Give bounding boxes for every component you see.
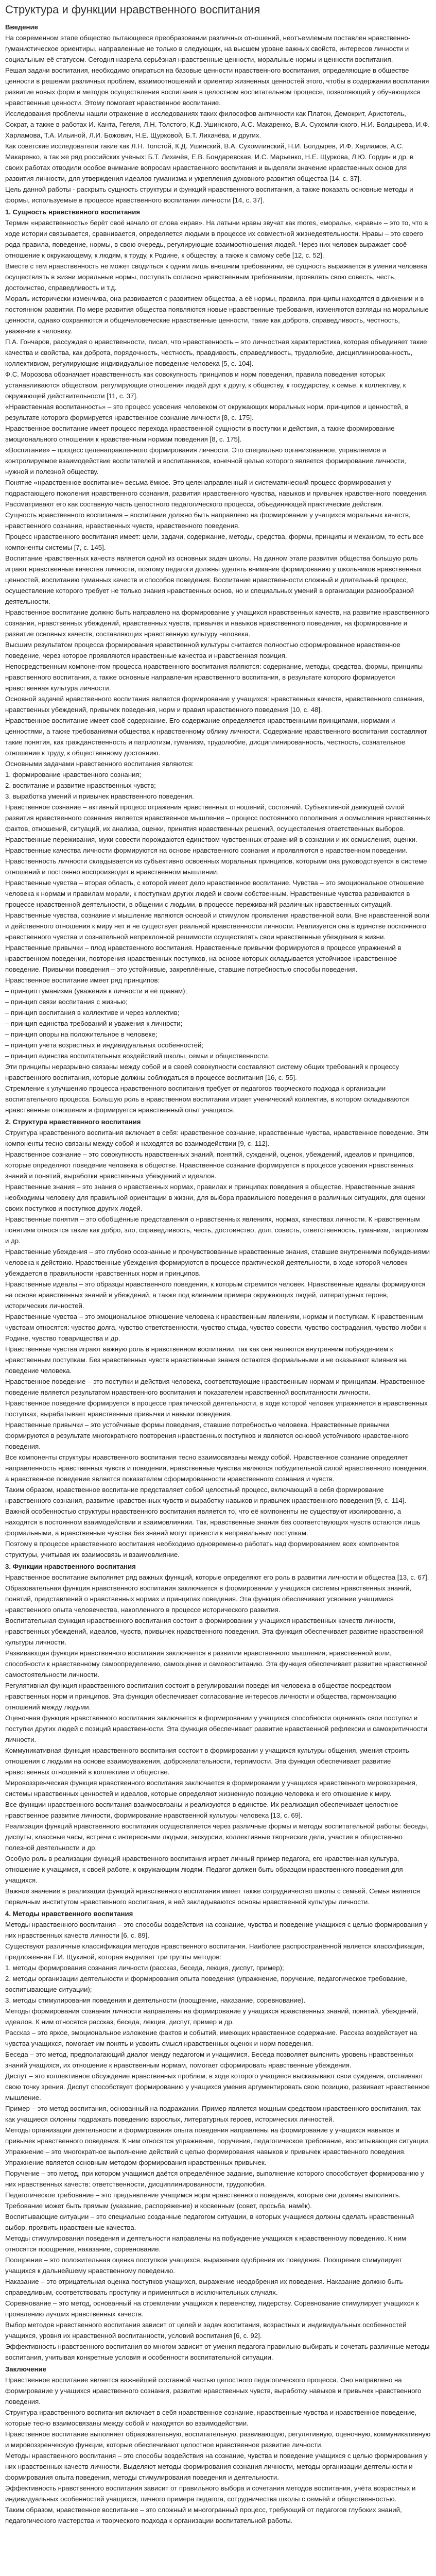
paragraph: Стремление к улучшению процесса нравственного воспитания требует от педагогов творческого подхода к организации воспитательного процесса. Большую роль в нравственном воспитании играет ученический коллектив, в котором складываются нравственные отношения и формируется нравственный опыт учащихся. (5, 1084, 409, 1114)
paragraph: Нравственные привычки – это устойчивые формы поведения, ставшие потребностью человека. Нравственные привычки формируются в результате многократного повторения нравственных поступков и являются основой устойчивого нравственного поведения. (5, 1421, 409, 1450)
paragraph: Рассказ – это яркое, эмоциональное изложение фактов и событий, имеющих нравственное содержание. Рассказ воздействует на чувства учащихся, помогает им понять и усвоить смысл нравственных оценок и норм поведения. (5, 2029, 417, 2047)
paragraph: Нравственные чувства играют важную роль в нравственном воспитании, так как они являются внутренним побуждением к нравственным поступкам. Без нравственных чувств нравственные знания остаются формальными и не оказывают влияния на поведение человека. (5, 1345, 407, 1375)
paragraph: Регулятивная функция нравственного воспитания состоит в регулировании поведения человека в обществе посредством нравственных норм и принципов. Эта функция обеспечивает согласование интересов личности и общества, гармонизацию отношений между людьми. (5, 1682, 397, 1711)
paragraph: Поощрение – это положительная оценка поступков учащихся, выражение одобрения их поведения. Поощрение стимулирует учащихся к дальнейшему нравственному поведению. (5, 2256, 402, 2275)
paragraph: Нравственные знания – это знания о нравственных нормах, правилах и принципах поведения в обществе. Нравственные знания необходимы человеку для правильной ориентации в жизни, для выбора правильного поведения в различных ситуациях, для оценки своих поступков и поступков других людей. (5, 1183, 426, 1212)
paragraph: Диспут – это коллективное обсуждение нравственных проблем, в ходе которого учащиеся высказывают свои суждения, отстаивают свою точку зрения. Диспут способствует формированию у учащихся умения аргументировать свою позицию, развивает нравственное мышление. (5, 2072, 430, 2102)
list-item: – принцип связи воспитания с жизнью; (5, 998, 128, 1006)
paragraph: Образовательная функция нравственного воспитания заключается в формировании у учащихся системы нравственных знаний, понятий, представлений о нравственных нормах и принципах поведения. Эта функция обеспечивает усвоение учащимися нравственного опыта человечества, накопленного в процессе исторического развития. (5, 1584, 411, 1614)
list-item: 3. выработка умений и привычек нравственного поведения. (5, 792, 194, 800)
paragraph: Непосредственным компонентом процесса нравственного воспитания являются: содержание, методы, средства, формы, принципы нравственного воспитания, а также основные направления нравственного воспитания, в результате которого формируется нравственная культура личности. (5, 663, 423, 692)
paragraph: Процесс нравственного воспитания имеет: цели, задачи, содержание, методы, средства, формы, принципы и механизм, то есть все компоненты системы [7, с. 145]. (5, 533, 424, 551)
paragraph: Высшим результатом процесса формирования нравственной культуры считается полностью сформированное нравственное поведение, через которое проявляются нравственные качества и нравственная позиция. (5, 641, 400, 659)
paragraph: Эффективность нравственного воспитания во многом зависит от умения педагога правильно выбирать и сочетать различные методы воспитания, учитывая конкретные условия и особенности воспитательной ситуации. (5, 2343, 430, 2361)
paragraph: Нравственное воспитание выполняет образовательную, воспитательную, развивающую, регулятивную, оценочную, коммуникативную и мировоззренческую функции, которые обеспечивают целостное нравственное развитие личности. (5, 2430, 431, 2449)
paragraph: Решая задачи воспитания, необходимо опираться на базовые ценности нравственного воспитания, определяющие в обществе ценности в решении различных проблем, взаимоотношений и ориентир жизненных ценностей этого, чтобы в содержании воспитания развитие новых форм и методов осуществления воспитания в целостном воспитательном процессе, позволяющий у обучающихся нравственные ценности. Этому помогает нравственное воспитание. (5, 66, 429, 107)
list-item: – принцип учёта возрастных и индивидуальных особенностей; (5, 1041, 204, 1049)
paragraph: П.А. Гончаров, рассуждая о нравственности, писал, что нравственность – это личностная характеристика, которая объединяет такие качества и свойства, как доброта, порядочность, честность, правдивость, справедливость, трудолюбие, дисциплинированность, коллективизм, регулирующие индивидуальное поведение человека [5, с. 104]. (5, 338, 427, 367)
paragraph: Нравственное воспитание имеет своё содержание. Его содержание определяется нравственными принципами, нормами и ценностями, а также требованиями общества к нравственному облику личности. Содержание нравственного воспитания составляют такие понятия, как гражданственность и патриотизм, гуманизм, трудолюбие, дисциплинированность, честность, сознательное отношение к труду, к общественному достоянию. (5, 717, 427, 757)
paragraph: Коммуникативная функция нравственного воспитания состоит в формировании у учащихся культуры общения, умения строить отношения с людьми на основе взаимоуважения, доброжелательности, терпимости. Эта функция обеспечивает развитие нравственных отношений в коллективе и обществе. (5, 1747, 409, 1776)
list-item: – принцип воспитания в коллективе и через коллектив; (5, 1009, 180, 1016)
paragraph: Цель данной работы - раскрыть сущность структуры и функций нравственного воспитания, а также показать основные методы и формы, используемые в процессе нравственного воспитания личности [14, с. 37]. (5, 185, 413, 204)
paragraph: Упражнение – это многократное выполнение действий с целью формирования навыков и привычек нравственного поведения. Упражнение является основным методом формирования нравственных привычек. (5, 2148, 406, 2166)
paragraph: Методы стимулирования поведения и деятельности направлены на побуждение учащихся к нравственному поведению. К ним относятся поощрение, наказание, соревнование. (5, 2234, 406, 2253)
paragraph: Как советские исследователи такие как Л.Н. Толстой, К.Д. Ушинский, В.А. Сухомлинский, Н.И. Болдырев, И.Ф. Харламов, А.С. Макаренко, а так же ряд российских учёных: Б.Т. Лихачёв, Е.В. Бондаревская, И.С. Марьенко, Н.Е. Щуркова, Л.Ю. Гордин и др. в своих работах отводили особое внимание вопросам нравственного воспитания и выделяли значение нравственных основ для развития личности, для утверждения идеалов гуманизма и укрепления духовного развития общества [14, с. 37]. (5, 142, 414, 182)
paragraph: Основными задачами нравственного воспитания являются: (5, 760, 194, 768)
paragraph: Оценочная функция нравственного воспитания заключается в формировании у учащихся способности оценивать свои поступки и поступки других людей с позиций нравственности. Эта функция обеспечивает развитие нравственной рефлексии и самокритичности личности. (5, 1714, 427, 1743)
paragraph: Эффективность нравственного воспитания зависит от правильного выбора и сочетания методов воспитания, учёта возрастных и индивидуальных особенностей учащихся, личного примера педагога, сотрудничества школы с семьёй и общественностью. (5, 2484, 416, 2503)
paragraph: Структура нравственного воспитания включает в себя нравственное сознание, нравственные чувства и нравственное поведение, которые тесно взаимосвязаны между собой и находятся во взаимодействии. (5, 2409, 417, 2427)
paragraph: Развивающая функция нравственного воспитания заключается в развитии нравственного мышления, нравственной воли, способности к нравственному самоопределению, самооценке и самовоспитанию. Эта функция обеспечивает развитие нравственной самостоятельности личности. (5, 1649, 428, 1679)
section-heading: 4. Методы нравственного воспитания (5, 1910, 133, 1918)
list-item: 1. методы формирования сознания личности (рассказ, беседа, лекция, диспут, пример); (5, 1964, 284, 1972)
paragraph: Воспитывающие ситуации – это специально созданные педагогом ситуации, в которых учащиеся должны сделать нравственный выбор, проявить нравственные качества. (5, 2213, 414, 2231)
paragraph: Соревнование – это метод, основанный на стремлении учащихся к первенству, лидерству. Соревнование стимулирует учащихся к проявлению лучших нравственных качеств. (5, 2299, 419, 2318)
paragraph: Беседа – это метод, предполагающий диалог между педагогом и учащимися. Беседа позволяет выяснить уровень нравственных знаний учащихся, их отношение к нравственным нормам, помогает сформировать нравственные убеждения. (5, 2050, 414, 2069)
paragraph: Термин «нравственность» берёт своё начало от слова «нрав». На латыни нравы звучат как mores, «мораль», «нравы» – это то, что в ходе истории связывается, сравнивается, определяется людьми в процессе их совместной жизнедеятельности. Нравы – это своего рода правила, поведение, нормы, в свою очередь, регулирующие взаимоотношения людей. Через них человек выражает своё отношение к окружающему, к людям, к труду, к Родине, к обществу, а также к самому себе [12, с. 52]. (5, 219, 428, 259)
paragraph: Понятие «нравственное воспитание» весьма ёмкое. Это целенаправленный и систематический процесс формирования у подрастающего поколения нравственного сознания, развития нравственного чувства, навыков и привычек нравственного поведения. Рассматривают его как составную часть целостного педагогического процесса, объединяющей практические действия. (5, 479, 428, 508)
paragraph: Поэтому в процессе нравственного воспитания необходимо одновременно работать над формированием всех компонентов структуры, учитывая их взаимосвязь и взаимовлияние. (5, 1540, 399, 1558)
paragraph: Мораль исторически изменчива, она развивается с развитием общества, а её нормы, правила, принципы находятся в движении и в постоянном развитии. По мере развития общества появляются новые нравственные требования, изменяются взгляды на моральные ценности, однако сохраняются и общечеловеческие нравственные ценности, такие как доброта, справедливость, честность, уважение к человеку. (5, 295, 429, 335)
paragraph: Особую роль в реализации функций нравственного воспитания играет личный пример педагога, его нравственная культура, отношение к учащимся, к своей работе, к окружающим людям. Педагог должен быть образцом нравственного поведения для учащихся. (5, 1855, 403, 1884)
paragraph: Нравственные чувства, сознание и мышление являются основой и стимулом проявления нравственной воли. Вне нравственной воли и действенного отношения к миру нет и не существует реальной нравственности личности. Реализуется она в единстве постоянного нравственного чувства и сознательной непреклонной решимости осуществлять свои нравственные убеждения в жизни. (5, 911, 429, 941)
list-item: 2. методы организации деятельности и формирования опыта поведения (упражнение, поручение, педагогическое требование, воспитывающие ситуации); (5, 1975, 407, 1993)
paragraph: Нравственное воспитание имеет процесс перехода нравственной сущности в поступки и действия, а также формирование эмоционального отношения к нравственным нормам поведения [8, с. 175]. (5, 425, 395, 443)
paragraph: Нравственное воспитание выполняет ряд важных функций, которые определяют его роль в развитии личности и общества [13, с. 67]. (5, 1573, 429, 1581)
paragraph: Таким образом, нравственное воспитание – это сложный и многогранный процесс, требующий от педагогов глубоких знаний, педагогического мастерства и творческого подхода к организации воспитательной работы. (5, 2506, 402, 2524)
paragraph: Методы организации деятельности и формирования опыта поведения направлены на формирование у учащихся навыков и привычек нравственного поведения. К ним относятся упражнение, поручение, педагогическое требование, воспитывающие ситуации. (5, 2126, 430, 2145)
paragraph: Нравственное сознание – это совокупность нравственных знаний, понятий, суждений, оценок, убеждений, идеалов и принципов, которые определяют поведение человека в обществе. Нравственное сознание формируется в процессе усвоения нравственных знаний и понятий, выработки нравственных убеждений и идеалов. (5, 1150, 414, 1180)
paragraph: Наказание – это отрицательная оценка поступков учащихся, выражение неодобрения их поведения. Наказание должно быть справедливым, соответствовать проступку и применяться в исключительных случаях. (5, 2278, 403, 2296)
list-item: 3. методы стимулирования поведения и деятельности (поощрение, наказание, соревнование). (5, 1996, 306, 2004)
paragraph: Методы нравственного воспитания – это способы воздействия на сознание, чувства и поведение учащихся с целью формирования у них нравственных качеств личности [6, с. 89]. (5, 1921, 428, 1939)
paragraph: Нравственность личности складывается из субъективно освоенных моральных принципов, которыми она руководствуется в системе отношений и постоянно воспроизводит в нравственном мышлении. (5, 857, 427, 876)
paragraph: Выбор методов нравственного воспитания зависит от целей и задач воспитания, возрастных и индивидуальных особенностей учащихся, уровня их нравственной воспитанности, условий воспитания [6, с. 92]. (5, 2321, 407, 2340)
paragraph: Нравственное поведение – это поступки и действия человека, соответствующие нравственным нормам и принципам. Нравственное поведение является результатом нравственного воспитания и показателем нравственной воспитанности личности. (5, 1378, 425, 1396)
paragraph: Нравственное воспитание имеет ряд принципов: (5, 976, 160, 984)
document-body (5, 22, 431, 2526)
paragraph: Важное значение в реализации функций нравственного воспитания имеет также сотрудничество школы с семьёй. Семья является первичным институтом нравственного воспитания, в ней закладываются основы нравственной культуры личности. (5, 1887, 420, 1906)
paragraph: Исследования проблемы нашли отражение в исследованиях таких философов античности как Платон, Демокрит, Аристотель, Сократ, а также в работах И. Канта, Гегеля, Л.Н. Толстого, К.Д. Ушинского, А.С. Макаренко, В.А. Сухомлинского, Н.И. Болдырева, И.Ф. Харламова, Т.А. Ильиной, Л.И. Божович, Н.Е. Щурковой, Б.Т. Лихачёва, и других. (5, 110, 430, 139)
page-title: Структура и функции нравственного воспитания (5, 3, 260, 16)
paragraph: Нравственное воспитание является важнейшей составной частью целостного педагогического процесса. Оно направлено на формирование у учащихся нравственного сознания, развитие нравственных чувств, выработку навыков и привычек нравственного поведения. (5, 2376, 422, 2405)
paragraph: «Нравственная воспитанность» – это процесс усвоения человеком от окружающих моральных норм, принципов и ценностей, в результате которого формируется нравственное сознание личности [8, с. 175]. (5, 403, 409, 421)
paragraph: Нравственные понятия – это обобщённые представления о нравственных явлениях, нормах, качествах личности. К нравственным понятиям относятся такие как добро, зло, справедливость, честь, достоинство, долг, совесть, ответственность, гуманизм, патриотизм и др. (5, 1215, 429, 1245)
paragraph: Сущность нравственного воспитания – воспитание должно быть направлено на формирование у учащихся моральных качеств, нравственного сознания, нравственных чувств, нравственного поведения. (5, 511, 411, 530)
paragraph: Нравственное воспитание должно быть направлено на формирование у учащихся нравственных качеств, на развитие нравственного сознания, нравственных убеждений, нравственных чувств, привычек и навыков нравственного поведения, на формирование и развитие основных качеств, составляющих нравственную культуру человека. (5, 608, 429, 638)
section-heading: 1. Сущность нравственного воспитания (5, 208, 141, 216)
section-heading: 3. Функции нравственного воспитания (5, 1563, 136, 1570)
list-item: – принцип гуманизма (уважения к личности и её правам); (5, 987, 187, 995)
paragraph: Важной особенностью структуры нравственного воспитания является то, что её компоненты не существуют изолированно, а находятся в постоянном взаимодействии и взаимовлиянии. Так, нравственные знания без соответствующих чувств остаются лишь формальными, а нравственные чувства без знаний могут привести к неправильным поступкам. (5, 1507, 421, 1537)
paragraph: Педагогическое требование – это предъявление учащимся норм нравственного поведения, которые они должны выполнять. Требование может быть прямым (указание, распоряжение) и косвенным (совет, просьба, намёк). (5, 2191, 401, 2210)
paragraph: Эти принципы неразрывно связаны между собой и в своей совокупности составляют систему общих требований к процессу нравственного воспитания, которые должны соблюдаться в процессе воспитания [16, с. 55]. (5, 1063, 399, 1081)
list-item: 2. воспитание и развитие нравственных чувств; (5, 782, 156, 789)
paragraph: Пример – это метод воспитания, основанный на подражании. Пример является мощным средством нравственного воспитания, так как учащиеся склонны подражать поведению взрослых, литературных героев, исторических личностей. (5, 2105, 421, 2123)
section-heading: 2. Структура нравственного воспитания (5, 1118, 141, 1126)
paragraph: Вместе с тем нравственность не может сводиться к одним лишь внешним требованиям, её сущность выражается в умении человека осуществлять в жизни моральные нормы, поступать согласно нравственным требованиям, проявлять свою совесть, честь, достоинство, справедливость и т.д. (5, 262, 427, 292)
paragraph: Поручение – это метод, при котором учащимся даётся определённое задание, выполнение которого способствует формированию у них нравственных качеств: ответственности, дисциплинированности, трудолюбия. (5, 2170, 424, 2188)
paragraph: Воспитание нравственных качеств является одной из основных задач школы. На данном этапе развития общества большую роль играют нравственные качества личности, поэтому педагоги должны уделять внимание формированию у школьников нравственных ценностей, воспитанию гуманных качеств и способов поведения. Воспитание нравственности сложный и длительный процесс, осуществление которого требует не только знания нравственных основ, но и специальных умений в организации разнообразной деятельности. (5, 554, 422, 605)
paragraph: Таким образом, нравственное воспитание представляет собой целостный процесс, включающий в себя формирование нравственного сознания, развитие нравственных чувств и выработку навыков и привычек нравственного поведения [9, с. 114]. (5, 1486, 407, 1504)
list-item: 1. формирование нравственного сознания; (5, 771, 142, 778)
paragraph: Нравственные убеждения – это глубоко осознанные и прочувствованные нравственные знания, ставшие внутренними побуждениями человека к действию. Нравственные убеждения формируются в процессе практической деятельности, в ходе которой человек убеждается в правильности нравственных норм и принципов. (5, 1248, 430, 1277)
paragraph: Структура нравственного воспитания включает в себя: нравственное сознание, нравственные чувства, нравственное поведение. Эти компоненты тесно связаны между собой и находятся во взаимодействии [9, с. 112]. (5, 1129, 429, 1147)
paragraph: На современном этапе общество пытающееся преобразовании различных отношений, неотъемлемым поставлен нравственно-гуманистическое ориентиры, направленные не только в следующих, на высшем уровне важных свойств, интересов личности и социальным её статусом. Сегодня назрела серьёзная нравственные ценности, моральные нормы и ценности воспитания. (5, 34, 411, 63)
paragraph: Нравственное поведение формируется в процессе практической деятельности, в ходе которой человек упражняется в нравственных поступках, вырабатывает нравственные привычки и навыки поведения. (5, 1399, 428, 1418)
paragraph: Все компоненты структуры нравственного воспитания тесно взаимосвязаны между собой. Нравственное сознание определяет направленность нравственных чувств и поведения, нравственные чувства являются побудительной силой нравственного поведения, а нравственное поведение является показателем сформированности нравственного сознания и чувств. (5, 1453, 428, 1483)
paragraph: Методы нравственного воспитания – это способы воздействия на сознание, чувства и поведение учащихся с целью формирования у них нравственных качеств личности. Выделяют методы формирования сознания личности, методы организации деятельности и формирования опыта поведения, методы стимулирования поведения и деятельности. (5, 2452, 428, 2481)
paragraph: Воспитательная функция нравственного воспитания состоит в формировании у учащихся нравственных качеств личности, нравственных убеждений, идеалов, чувств, привычек нравственного поведения. Эта функция обеспечивает развитие нравственной культуры личности. (5, 1617, 424, 1646)
list-item: – принцип единства воспитательных воздействий школы, семьи и общественности. (5, 1052, 270, 1060)
list-item: – принцип опоры на положительное в человеке; (5, 1030, 158, 1038)
paragraph: Нравственные привычки – плод нравственного воспитания. Нравственные привычки формируются в процессе упражнений в нравственном поведении, повторения нравственных поступков, на основе которых складывается устойчивое нравственное поведение. Привычки поведения – это устойчивые, закреплённые, ставшие потребностью способы поведения. (5, 944, 402, 973)
paragraph: Нравственные чувства – вторая область, с которой имеет дело нравственное воспитание. Чувства – это эмоциональное отношение человека к нормам и правилам морали, к поступкам других людей и своим собственным. Нравственные чувства развиваются в процессе нравственной деятельности, в общении с людьми, в процессе переживаний различных нравственных ситуаций. (5, 879, 424, 908)
paragraph: Основной задачей нравственного воспитания является формирование у учащихся: нравственных качеств, нравственного сознания, нравственных убеждений, привычек поведения, норм и правил нравственного поведения [10, с. 48]. (5, 695, 424, 714)
paragraph: Методы формирования сознания личности направлены на формирование у учащихся нравственных знаний, понятий, убеждений, идеалов. К ним относятся рассказ, беседа, лекция, диспут, пример и др. (5, 2007, 418, 2026)
paragraph: «Воспитание» – процесс целенаправленного формирования личности. Это специально организованное, управляемое и контролируемое взаимодействие воспитателей и воспитанников, конечной целью которого является формирование личности, нужной и полезной обществу. (5, 446, 406, 476)
paragraph: Ф.С. Морозова обозначает нравственность как совокупность принципов и норм поведения, правила поведения которых устанавливаются обществом, регулирующие отношения людей друг к другу, к обществу, к государству, к семье, к коллективу, к окружающей действительности [11, с. 37]. (5, 370, 406, 400)
section-heading: Заключение (5, 2365, 46, 2373)
list-item: – принцип единства требований и уважения к личности; (5, 1020, 183, 1027)
paragraph: Все функции нравственного воспитания взаимосвязаны и реализуются в единстве. Их реализация обеспечивает целостное нравственное развитие личности, формирование нравственной культуры человека [13, с. 69]. (5, 1801, 398, 1819)
paragraph: Мировоззренческая функция нравственного воспитания заключается в формировании у учащихся нравственного мировоззрения, системы нравственных ценностей и идеалов, которые определяют жизненную позицию человека и его отношение к миру. (5, 1779, 417, 1798)
paragraph: Нравственные идеалы – это образцы нравственного поведения, к которым стремится человек. Нравственные идеалы формируются на основе нравственных знаний и убеждений, а также под влиянием примера окружающих людей, литературных героев, исторических личностей. (5, 1280, 426, 1310)
paragraph: Реализация функций нравственного воспитания осуществляется через различные формы и методы воспитательной работы: беседы, диспуты, классные часы, встречи с интересными людьми, экскурсии, коллективные творческие дела, участие в общественно полезной деятельности и др. (5, 1822, 429, 1852)
paragraph: Нравственные чувства – это эмоциональное отношение человека к нравственным явлениям, нормам и поступкам. К нравственным чувствам относятся: чувство долга, чувство ответственности, чувство стыда, чувство совести, чувство сострадания, чувство любви к Родине, чувство товарищества и др. (5, 1313, 427, 1342)
paragraph: Существуют различные классификации методов нравственного воспитания. Наиболее распространённой является классификация, предложенная Г.И. Щукиной, которая выделяет три группы методов: (5, 1942, 425, 1961)
section-heading: Введение (5, 23, 38, 31)
paragraph: Нравственное сознание – активный процесс отражения нравственных отношений, состояний. Субъективной движущей силой развития нравственного сознания является нравственное мышление – процесс постоянного пополнения и осмысления нравственных фактов, отношений, ситуаций, их анализа, оценки, принятия нравственных решений, осуществления ответственных выборов. Нравственные переживания, муки совести порождаются единством чувственных отражений в сознании и их осмысления, оценки. Нравственные качества личности формируются на основе нравственного сознания и проявляются в нравственном поведении. (5, 803, 430, 854)
